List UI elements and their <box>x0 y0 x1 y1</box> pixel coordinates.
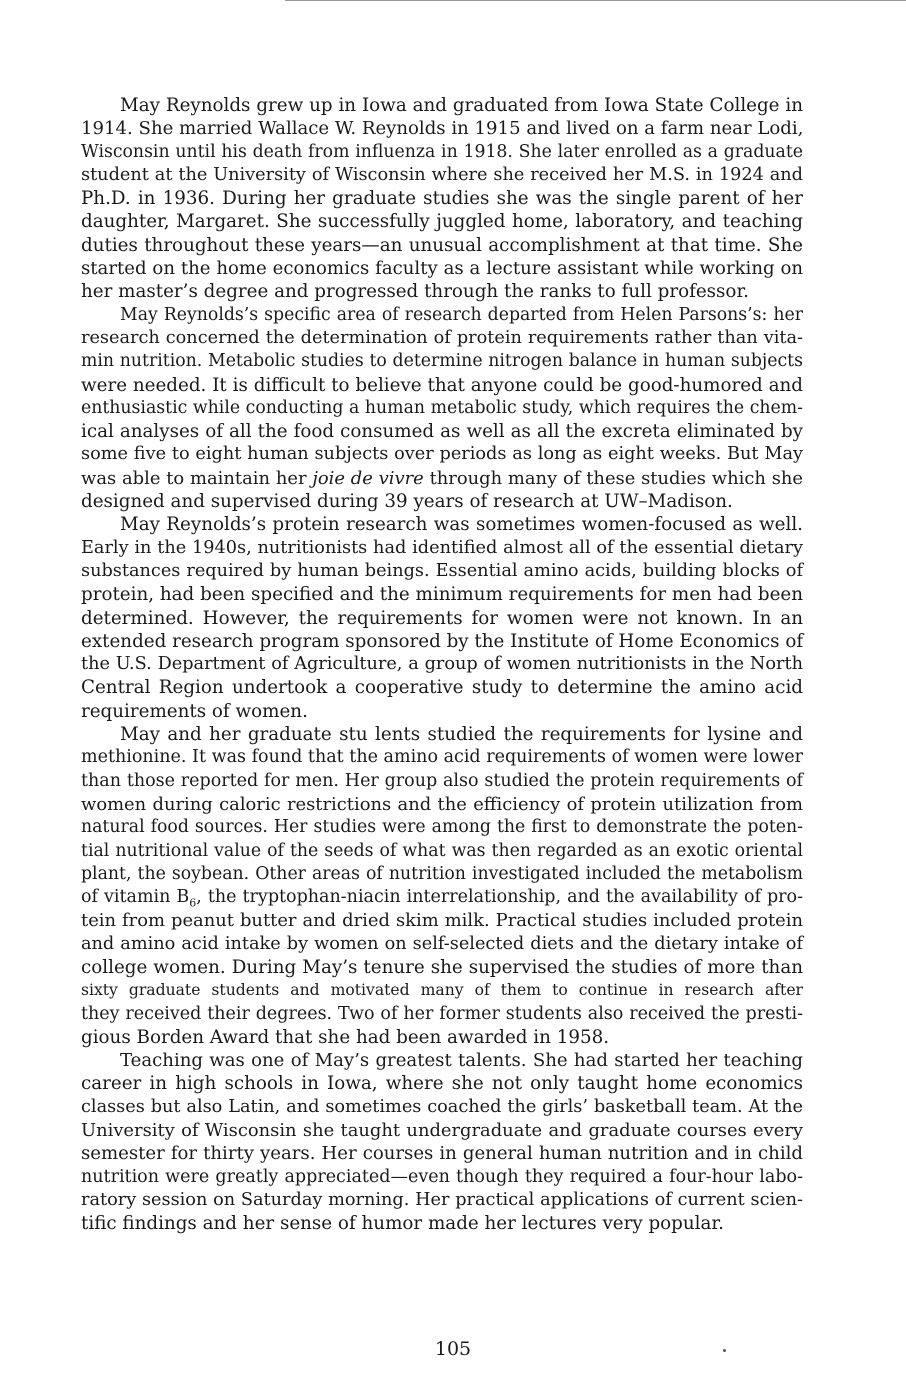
text-segment: , the tryptophan-niacin interrelationship, and the availability of pro- <box>196 887 803 908</box>
text-line: semester for thirty years. Her courses in general human nutrition and in child <box>81 1143 803 1165</box>
text-line: classes but also Latin, and sometimes coached the girls’ basketball team. At the <box>81 1096 803 1117</box>
text-line: Early in the 1940s, nutritionists had identified almost all of the essential dietary <box>81 537 803 558</box>
text-line: natural food sources. Her studies were among the first to demonstrate the poten- <box>81 817 803 838</box>
text-line: 1914. She married Wallace W. Reynolds in 1915 and lived on a farm near Lodi, <box>81 118 804 140</box>
paragraph-1 <box>81 94 803 304</box>
text-line: May and her graduate stu lents studied the requirements for lysine and <box>120 724 803 746</box>
text-line: and amino acid intake by women on self-selected diets and the dietary intake of <box>81 933 803 954</box>
text-line: designed and supervised during 39 years of research at UW–Madison. <box>81 491 733 513</box>
text-line: determined. However, the requirements for women were not known. In an <box>81 607 803 629</box>
text-line-with-subscript <box>81 886 803 909</box>
page-number: 105 <box>434 1338 472 1360</box>
text-line: Teaching was one of May’s greatest talents. She had started her teaching <box>120 1050 803 1072</box>
paragraph-5 <box>81 1049 803 1235</box>
subscript: 6 <box>189 896 197 910</box>
text-line: women during caloric restrictions and the efficiency of protein utilization from <box>81 793 803 815</box>
text-line: career in high schools in Iowa, where she not only taught home economics <box>81 1073 803 1095</box>
italic-phrase: joie de vivre <box>312 467 424 489</box>
text-line: tific findings and her sense of humor made her lectures very popular. <box>81 1213 724 1235</box>
text-line: the U.S. Department of Agriculture, a group of women nutritionists in the North <box>81 654 803 675</box>
text-line: enthusiastic while conducting a human metabolic study, which requires the chem- <box>81 397 803 418</box>
text-line: methionine. It was found that the amino acid requirements of women were lower <box>81 747 803 768</box>
text-line: daughter, Margaret. She successfully juggled home, laboratory, and teaching <box>81 211 803 233</box>
paragraph-3 <box>81 513 803 723</box>
paragraph-4 <box>81 723 803 1049</box>
text-line: started on the home economics faculty as a lecture assistant while working on <box>81 258 803 280</box>
text-line: min nutrition. Metabolic studies to determine nitrogen balance in human subjects <box>81 351 803 372</box>
text-segment: was able to maintain her <box>81 467 307 489</box>
top-rule <box>285 0 906 1</box>
text-line: duties throughout these years—an unusual accomplishment at that time. She <box>81 234 803 256</box>
text-line: requirements of women. <box>81 700 308 722</box>
paragraph-2 <box>81 304 803 514</box>
text-line: Central Region undertook a cooperative study to determine the amino acid <box>81 677 803 699</box>
text-line: research concerned the determination of protein requirements rather than vita- <box>81 327 803 348</box>
text-line: extended research program sponsored by the Institute of Home Economics of <box>81 630 804 652</box>
text-line: student at the University of Wisconsin where she received her M.S. in 1924 and <box>81 164 803 185</box>
text-line: protein, had been specified and the minimum requirements for men had been <box>81 584 803 606</box>
text-line: tial nutritional value of the seeds of what was then regarded as an exotic oriental <box>81 840 803 861</box>
text-line: gious Borden Award that she had been awarded in 1958. <box>81 1026 610 1048</box>
text-line: Wisconsin until his death from influenza in 1918. She later enrolled as a graduate <box>81 141 803 162</box>
text-line: were needed. It is difficult to believe that anyone could be good-humored and <box>81 374 803 396</box>
body-text <box>81 94 803 1236</box>
text-line: nutrition were greatly appreciated—even though they required a four-hour labo- <box>81 1166 803 1187</box>
text-segment: of vitamin B <box>81 887 190 908</box>
text-line: her master’s degree and progressed through the ranks to full professor. <box>81 281 749 303</box>
text-line: University of Wisconsin she taught undergraduate and graduate courses every <box>81 1120 803 1142</box>
stray-mark <box>723 1349 726 1352</box>
text-line-with-italic <box>81 467 803 490</box>
text-line: tein from peanut butter and dried skim milk. Practical studies included protein <box>81 910 803 932</box>
text-line: sixty graduate students and motivated many of them to continue in research after <box>81 981 803 1000</box>
text-line: May Reynolds’s protein research was sometimes women-focused as well. <box>120 514 803 536</box>
text-segment: through many of these studies which she <box>429 467 804 489</box>
text-line: plant, the soybean. Other areas of nutrition investigated included the metabolism <box>81 863 803 884</box>
text-line: college women. During May’s tenure she supervised the studies of more than <box>81 956 803 978</box>
text-line: than those reported for men. Her group also studied the protein requirements of <box>81 770 803 791</box>
text-line: May Reynolds’s specific area of research departed from Helen Parsons’s: her <box>120 304 803 325</box>
text-line: Ph.D. in 1936. During her graduate studies she was the single parent of her <box>81 188 803 210</box>
text-line: substances required by human beings. Essential amino acids, building blocks of <box>81 560 803 581</box>
text-line: ical analyses of all the food consumed as well as all the excreta eliminated by <box>81 421 803 443</box>
text-line: some five to eight human subjects over periods as long as eight weeks. But May <box>81 444 803 465</box>
text-line: they received their degrees. Two of her former students also received the presti- <box>81 1003 803 1024</box>
text-line: May Reynolds grew up in Iowa and graduated from Iowa State College in <box>120 95 803 116</box>
text-line: ratory session on Saturday morning. Her practical applications of current scien- <box>81 1189 803 1210</box>
